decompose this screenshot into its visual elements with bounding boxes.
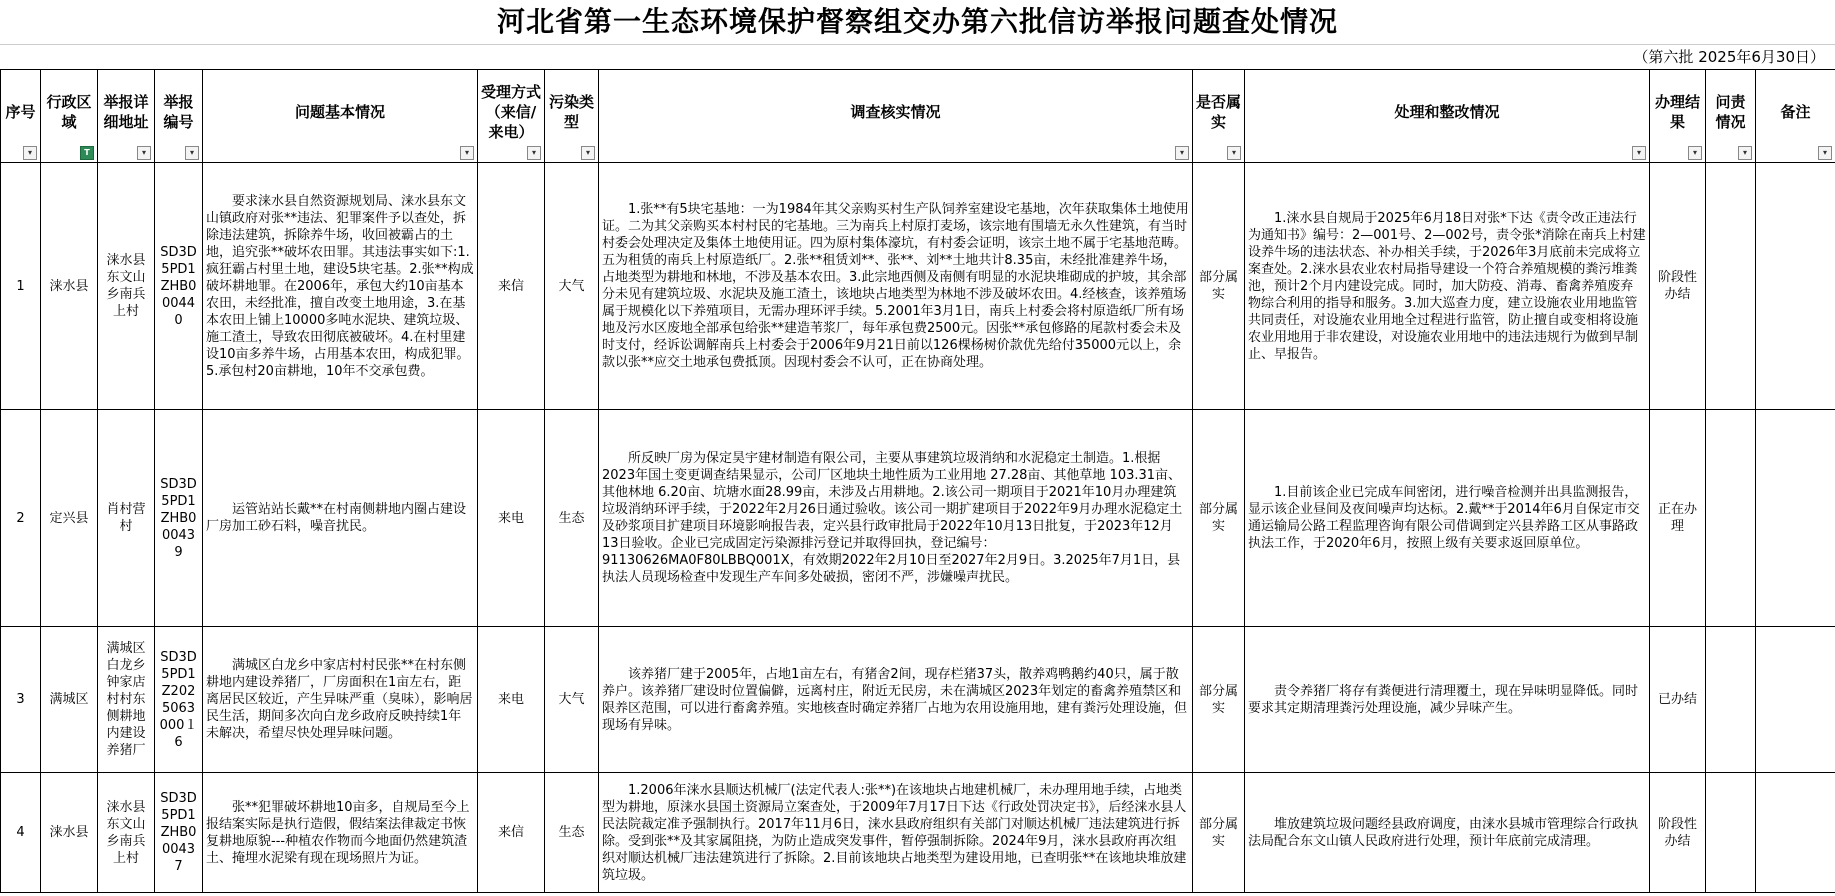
cell-address: 涞水县东文山乡南兵上村 [98, 163, 155, 410]
cell-remark [1756, 627, 1835, 773]
batch-date-subtitle: （第六批 2025年6月30日） [1633, 48, 1825, 66]
cell-seq: 3 [1, 627, 41, 773]
header-investigation: 调查核实情况 ▾ [599, 70, 1193, 163]
cell-verified: 部分属实 [1193, 773, 1245, 893]
cell-result: 正在办理 [1650, 410, 1706, 627]
cell-result: 已办结 [1650, 627, 1706, 773]
header-region: 行政区域 T [41, 70, 98, 163]
table-row [1, 627, 1835, 773]
cell-method: 来电 [478, 627, 545, 773]
cell-seq: 1 [1, 163, 41, 410]
cell-pollution: 大气 [545, 163, 599, 410]
header-row [1, 70, 1835, 163]
cell-seq: 4 [1, 773, 41, 893]
filter-dropdown-icon[interactable]: ▾ [137, 146, 151, 160]
cell-investigation: 所反映厂房为保定昊宇建材制造有限公司，主要从事建筑垃圾消纳和水泥稳定土制造。1.根据2023年国土变更调查结果显示，公司厂区地块土地性质为工业用地 27.28亩、其他草地 103.31亩、其他林地 6.20亩、坑塘水面28.99亩，未涉及占用耕地。2.该公司一期项目于2021年10月办理建筑垃圾消纳环评手续，于2022年2月26日通过验收。该公司一期扩建项目于2022年9月办理水泥稳定土及砂浆项目扩建项目环境影响报告表，定兴县行政审批局于2022年10月13日批复，于2023年12月13日验收。企业已完成固定污染源排污登记并取得回执，登记编号：91130626MA0F80LBBQ001X，有效期2022年2月10日至2027年2月9日。3.2025年7月1日，县执法人员现场检查中发现生产车间多处破损，密闭不严，涉嫌噪声扰民。 [599, 410, 1193, 627]
header-address: 举报详细地址 ▾ [98, 70, 155, 163]
filter-dropdown-icon[interactable]: ▾ [185, 146, 199, 160]
cell-address: 涞水县东文山乡南兵上村 [98, 773, 155, 893]
filter-dropdown-icon[interactable]: ▾ [1738, 146, 1752, 160]
cell-method: 来信 [478, 773, 545, 893]
filter-dropdown-icon[interactable]: ▾ [1688, 146, 1702, 160]
header-result: 办理结果 ▾ [1650, 70, 1706, 163]
header-seq: 序号 ▾ [1, 70, 41, 163]
cell-region: 满城区 [41, 627, 98, 773]
cell-code: SD3D5PD1ZHB000439 [155, 410, 203, 627]
cell-pollution: 生态 [545, 410, 599, 627]
header-verified: 是否属实 ▾ [1193, 70, 1245, 163]
cell-region: 涞水县 [41, 163, 98, 410]
header-method: 受理方式（来信/来电） ▾ [478, 70, 545, 163]
page-title: 河北省第一生态环境保护督察组交办第六批信访举报问题查处情况 [0, 0, 1835, 45]
cell-code: SD3D5PD1ZHB000440 [155, 163, 203, 410]
filter-dropdown-icon[interactable]: ▾ [1227, 146, 1241, 160]
header-remark: 备注 ▾ [1756, 70, 1835, 163]
filter-dropdown-icon[interactable]: ▾ [1175, 146, 1189, 160]
header-code: 举报编号 ▾ [155, 70, 203, 163]
cell-handling: 责令养猪厂将存有粪便进行清理覆土，现在异味明显降低。同时要求其定期清理粪污处理设施，减少异味产生。 [1245, 627, 1650, 773]
cell-problem: 满城区白龙乡中家店村村民张**在村东侧耕地内建设养猪厂，厂房面积在1亩左右，距离居民区较近，产生异味严重（臭味），影响居民生活，期间多次向白龙乡政府反映持续1年未解决，希望尽快处理异味问题。 [203, 627, 478, 773]
cell-problem: 运管站站长戴**在村南侧耕地内圈占建设厂房加工砂石料，噪音扰民。 [203, 410, 478, 627]
cell-address: 满城区白龙乡钟家店村村东侧耕地内建设养猪厂 [98, 627, 155, 773]
cell-result: 阶段性办结 [1650, 773, 1706, 893]
cell-region: 定兴县 [41, 410, 98, 627]
cell-code: SD3D5PD1Z2025063000１6 [155, 627, 203, 773]
filter-dropdown-icon[interactable]: ▾ [581, 146, 595, 160]
cell-problem: 张**犯罪破坏耕地10亩多，自规局至今上报结案实际是执行造假，假结案法律裁定书恢复耕地原貌---种植农作物而今地面仍然建筑渣土、掩埋水泥梁有现在现场照片为证。 [203, 773, 478, 893]
filter-dropdown-icon[interactable]: ▾ [527, 146, 541, 160]
header-pollution: 污染类型 ▾ [545, 70, 599, 163]
cell-accountability [1706, 773, 1756, 893]
cell-investigation: 1.张**有5块宅基地：一为1984年其父亲购买村生产队饲养室建设宅基地，次年获取集体土地使用证。二为其父亲购买本村村民的宅基地。三为南兵上村原打麦场，该宗地有围墙无永久性建筑，有当时村委会处理决定及集体土地使用证。四为原村集体濠坑，有村委会证明，该宗土地不属于宅基地范畴。五为租赁的南兵上村原造纸厂。2.张**租赁刘**、张**、刘**土地共计8.35亩，未经批准建养牛场，占地类型为耕地和林地，不涉及基本农田。3.此宗地西侧及南侧有明显的水泥块堆砌成的护坡，其余部分未见有建筑垃圾、水泥块及施工渣土，该地块占地类型为林地不涉及破坏农田。4.经核查，该养殖场属于规模化以下养殖项目，无需办理环评手续。5.2001年3月1日，南兵上村委会将村原造纸厂所有场地及污水区废地全部承包给张**建造苇浆厂，每年承包费2500元。因张**承包修路的尾款村委会未及时支付，经诉讼调解南兵上村委会于2006年9月21日前以126棵杨树价款优先给付35000元以上，余款以张**应交土地承包费抵顶。因现村委会不认可，正在协商处理。 [599, 163, 1193, 410]
cell-verified: 部分属实 [1193, 627, 1245, 773]
header-accountability: 问责情况 ▾ [1706, 70, 1756, 163]
cell-handling: 1.涞水县自规局于2025年6月18日对张*下达《责令改正违法行为通知书》编号：2—001号、2—002号，责令张*消除在南兵上村建设养牛场的违法状态、补办相关手续，于2026年3月底前未完成将立案查处。2.涞水县农业农村局指导建设一个符合养殖规模的粪污堆粪池，预计2个月内建设完成。同时，加大防疫、消毒、畜禽养殖废弃物综合利用的指导和服务。3.加大巡查力度，建立设施农业用地监管共同责任，对设施农业用地全过程进行监管，防止擅自或变相将设施农业用地用于非农建设，对设施农业用地中的违法违规行为做到早制止、早报告。 [1245, 163, 1650, 410]
cell-remark [1756, 163, 1835, 410]
filter-dropdown-icon[interactable]: ▾ [460, 146, 474, 160]
cell-handling: 堆放建筑垃圾问题经县政府调度，由涞水县城市管理综合行政执法局配合东文山镇人民政府进行处理，预计年底前完成清理。 [1245, 773, 1650, 893]
cell-address: 肖村营村 [98, 410, 155, 627]
cell-accountability [1706, 627, 1756, 773]
filter-dropdown-icon[interactable]: ▾ [1632, 146, 1646, 160]
cell-investigation: 1.2006年涞水县顺达机械厂(法定代表人:张**)在该地块占地建机械厂，未办理用地手续，占地类型为耕地，原涞水县国土资源局立案查处，于2009年7月17日下达《行政处罚决定书》，后经涞水县人民法院裁定准予强制执行。2017年11月6日，涞水县政府组织有关部门对顺达机械厂违法建筑进行拆除。受到张**及其家属阻挠，为防止造成突发事件，暂停强制拆除。2024年9月，涞水县政府再次组织对顺达机械厂违法建筑进行了拆除。2.目前该地块占地类型为建设用地，已查明张**在该地块堆放建筑垃圾。 [599, 773, 1193, 893]
cell-remark [1756, 410, 1835, 627]
cell-accountability [1706, 410, 1756, 627]
cell-code: SD3D5PD1ZHB000437 [155, 773, 203, 893]
table-row [1, 773, 1835, 893]
cell-investigation: 该养猪厂建于2005年，占地1亩左右，有猪舍2间，现存栏猪37头，散养鸡鸭鹅约40只，属于散养户。该养猪厂建设时位置偏僻，远离村庄，附近无民房，未在满城区2023年划定的畜禽养殖禁区和限养区范围，可以进行畜禽养殖。实地核查时确定养猪厂占地为农用设施用地，建有粪污处理设施，但现场有异味。 [599, 627, 1193, 773]
header-problem: 问题基本情况 ▾ [203, 70, 478, 163]
filter-active-icon[interactable]: T [80, 146, 94, 160]
table-row [1, 410, 1835, 627]
cell-verified: 部分属实 [1193, 163, 1245, 410]
cell-verified: 部分属实 [1193, 410, 1245, 627]
cell-result: 阶段性办结 [1650, 163, 1706, 410]
cell-region: 涞水县 [41, 773, 98, 893]
table-row [1, 163, 1835, 410]
cell-method: 来信 [478, 163, 545, 410]
filter-dropdown-icon[interactable]: ▾ [23, 146, 37, 160]
cell-remark [1756, 773, 1835, 893]
cell-handling: 1.目前该企业已完成车间密闭，进行噪音检测并出具监测报告，显示该企业昼间及夜间噪声均达标。2.戴**于2014年6月自保定市交通运输局公路工程监理咨询有限公司借调到定兴县养路工区从事路政执法工作，于2020年6月，按照上级有关要求返回原单位。 [1245, 410, 1650, 627]
cell-pollution: 生态 [545, 773, 599, 893]
cell-seq: 2 [1, 410, 41, 627]
header-handling: 处理和整改情况 ▾ [1245, 70, 1650, 163]
complaint-table [0, 69, 1835, 893]
cell-pollution: 大气 [545, 627, 599, 773]
cell-method: 来电 [478, 410, 545, 627]
filter-dropdown-icon[interactable]: ▾ [1818, 146, 1832, 160]
cell-accountability [1706, 163, 1756, 410]
cell-problem: 要求涞水县自然资源规划局、涞水县东文山镇政府对张**违法、犯罪案件予以查处，拆除违法建筑，拆除养牛场，收回被霸占的土地，追究张**破坏农田罪。其违法事实如下:1.疯狂霸占村里土地，建设5块宅基。2.张**构成破坏耕地罪。在2006年，承包大约10亩基本农田，未经批准，擅自改变土地用途，3.在基本农田上铺上10000多吨水泥块、建筑垃圾、施工渣土，导致农田彻底被破坏。4.在村里建设10亩多养牛场，占用基本农田，构成犯罪。5.承包村20亩耕地，10年不交承包费。 [203, 163, 478, 410]
